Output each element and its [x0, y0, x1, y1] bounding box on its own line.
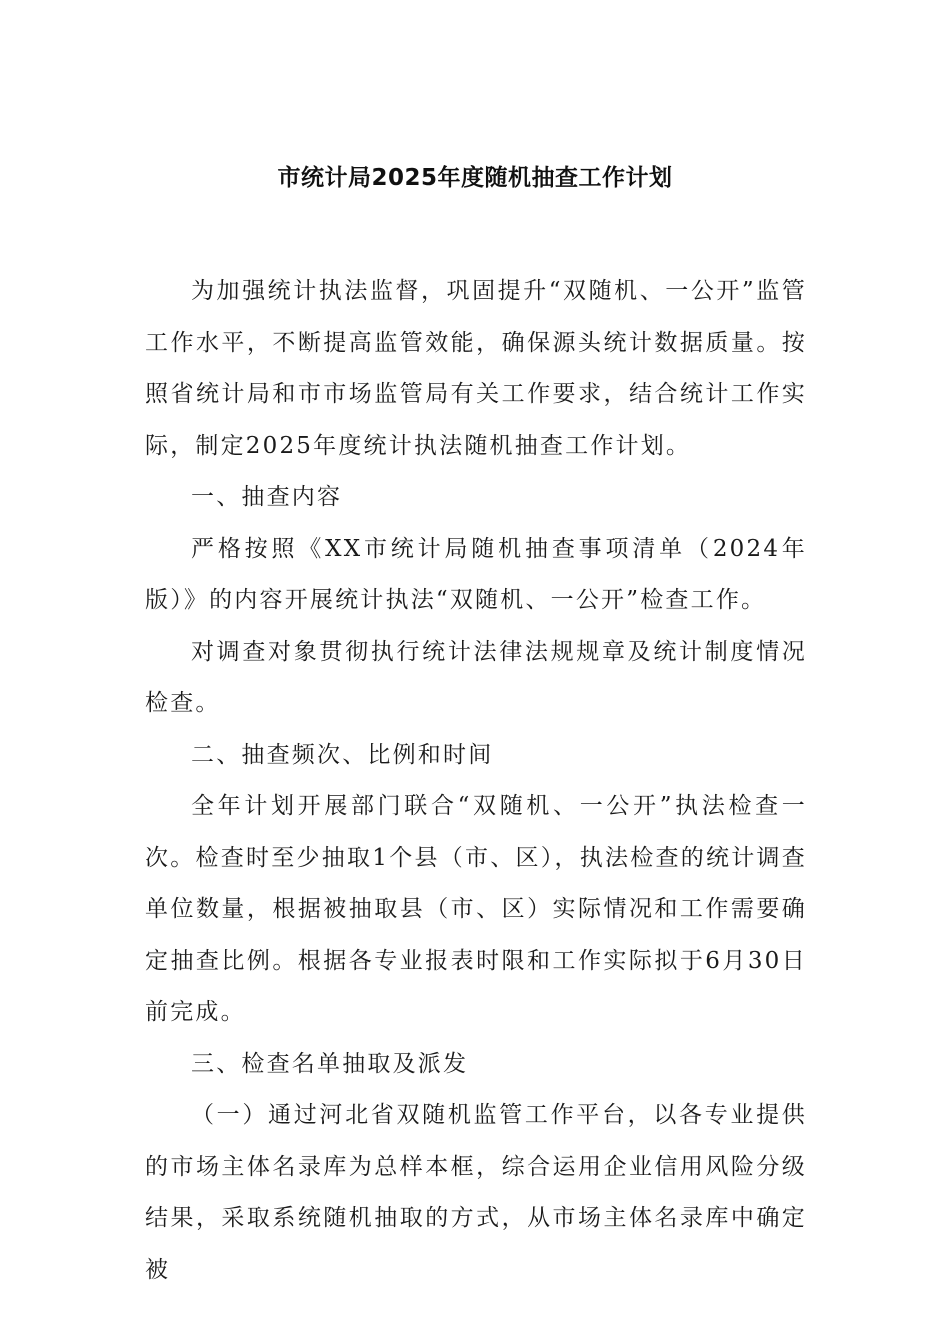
section-heading-1: 一、抽查内容 — [191, 484, 343, 510]
document-body — [145, 266, 807, 1296]
paragraph: 全年计划开展部门联合“双随机、一公开”执法检查一次。检查时至少抽取1个县（市、区），执法检查的统计调查单位数量，根据被抽取县（市、区）实际情况和工作需要确定抽查比例。根据各专业报表时限和工作实际拟于6月30日前完成。 — [145, 793, 807, 1025]
paragraph-intro: 为加强统计执法监督，巩固提升“双随机、一公开”监管工作水平，不断提高监管效能，确保源头统计数据质量。按照省统计局和市市场监管局有关工作要求，结合统计工作实际，制定2025年度统计执法随机抽查工作计划。 — [145, 278, 807, 459]
section-heading-2: 二、抽查频次、比例和时间 — [191, 741, 494, 768]
document-title: 市统计局2025年度随机抽查工作计划 — [277, 165, 673, 191]
paragraph: （一）通过河北省双随机监管工作平台，以各专业提供的市场主体名录库为总样本框，综合运用企业信用风险分级结果，采取系统随机抽取的方式，从市场主体名录库中确定被 — [145, 1102, 807, 1283]
paragraph: 严格按照《XX市统计局随机抽查事项清单（2024年版）》的内容开展统计执法“双随机、一公开”检查工作。 — [145, 535, 807, 613]
paragraph: 对调查对象贯彻执行统计法律法规规章及统计制度情况检查。 — [145, 638, 807, 716]
section-heading-3: 三、检查名单抽取及派发 — [191, 1050, 469, 1077]
